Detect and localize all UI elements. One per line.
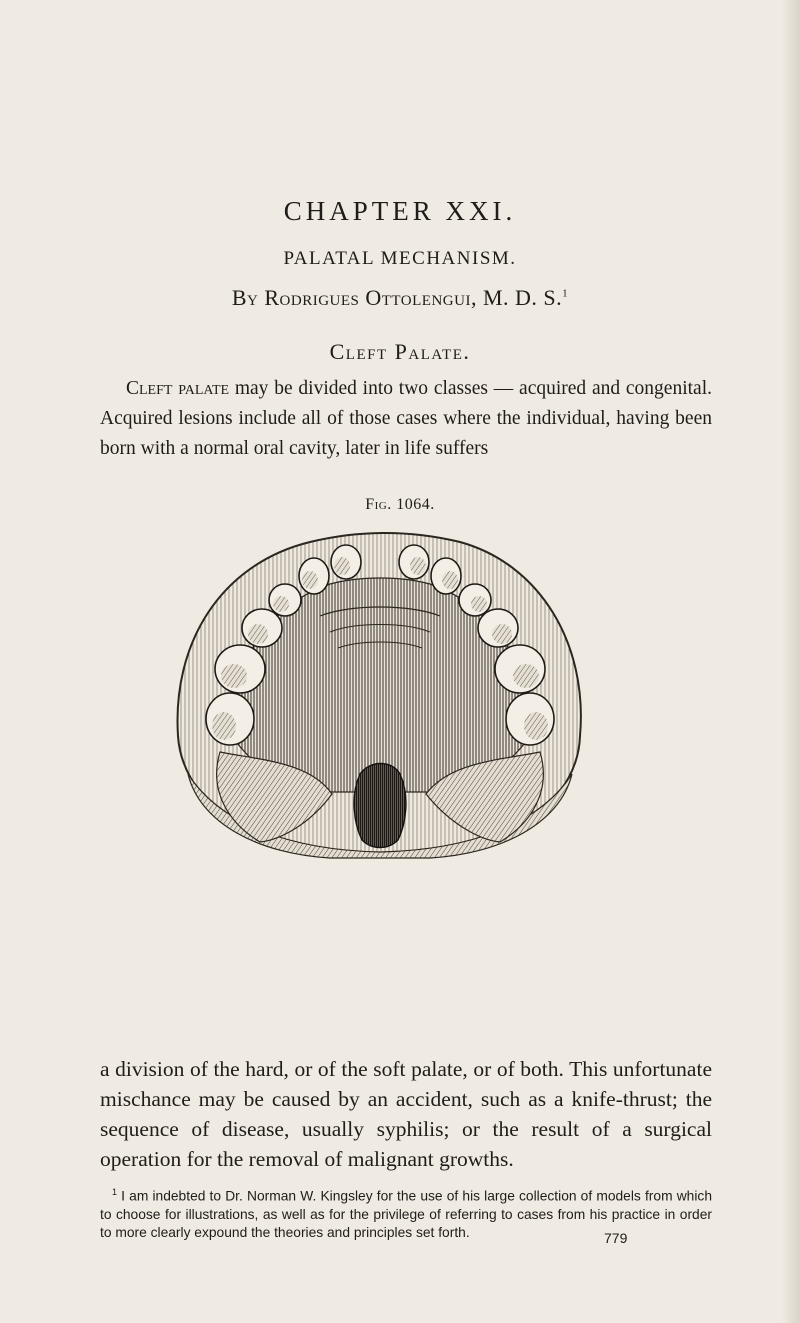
author-byline: [0, 285, 800, 311]
section-heading: Cleft Palate.: [329, 339, 471, 364]
figure-label: Fig. 1064.: [365, 496, 435, 513]
byline-footnote-marker: 1: [562, 287, 569, 300]
footnote-marker: 1: [112, 1187, 118, 1197]
paragraph-intro-text: may be divided into two classes — acquired and congenital. Acquired lesions include all of those cases where the individual, having been born with a normal oral cavity, later in life suffers: [100, 378, 712, 459]
chapter-title: CHAPTER XXI.: [283, 196, 517, 226]
footnote-text: I am indebted to Dr. Norman W. Kingsley for the use of his large collection of models from which to choose for illustrations, as well as for the privilege of referring to cases from his practice in order to more clearly expound the theories and principles set forth.: [100, 1188, 712, 1240]
paragraph-intro: [100, 374, 712, 464]
cleft-palate-engraving: [160, 524, 600, 860]
page-number: 779: [604, 1230, 628, 1246]
author-name: By Rodrigues Ottolengui, M. D. S.: [231, 285, 563, 310]
paragraph-continuation: a division of the hard, or of the soft palate, or of both. This unfortunate mischance may be caused by an accident, such as a knife-thrust; the sequence of disease, usually syphilis; or the result of a surgical operation for the removal of malignant growths.: [100, 1057, 712, 1171]
paragraph-lead-words: Cleft palate: [126, 378, 230, 399]
chapter-subtitle: PALATAL MECHANISM.: [283, 248, 517, 269]
